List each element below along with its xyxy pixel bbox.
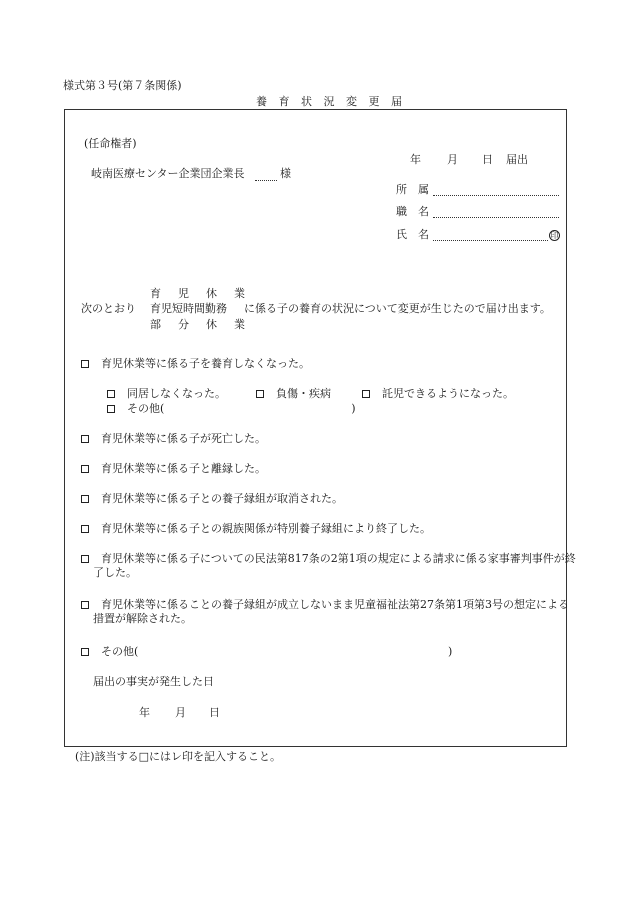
event-day: 日 bbox=[209, 706, 220, 719]
position-label: 職 名 bbox=[396, 205, 429, 218]
item-other bbox=[81, 645, 138, 659]
addressee-blank[interactable] bbox=[255, 180, 277, 181]
item-label: 育児休業等に係る子との親族関係が特別養子縁組により終了した。 bbox=[101, 522, 431, 535]
item-child-died bbox=[81, 432, 266, 446]
form-frame bbox=[64, 109, 567, 747]
item-family-court-ended bbox=[81, 552, 579, 581]
item-adoption-dissolved bbox=[81, 462, 266, 476]
submit-year: 年 bbox=[410, 153, 421, 166]
checkbox[interactable] bbox=[256, 390, 264, 398]
addressee-honorific: 様 bbox=[280, 167, 291, 180]
checkbox[interactable] bbox=[81, 601, 89, 609]
event-year: 年 bbox=[139, 706, 150, 719]
intro-prefix: 次のとおり bbox=[81, 302, 136, 315]
item-label: その他( bbox=[101, 645, 139, 658]
leave-type-partial: 部 分 休 業 bbox=[150, 318, 248, 331]
seal-mark: 印 bbox=[550, 231, 559, 240]
checkbox[interactable] bbox=[81, 555, 89, 563]
checkbox[interactable] bbox=[81, 648, 89, 656]
appointing-authority-label: (任命権者) bbox=[84, 137, 137, 150]
item-label: 育児休業等に係ることの養子縁組が成立しないまま児童福祉法第27条第1項第3号の想定による措置が解除された。 bbox=[93, 598, 569, 626]
affiliation-field[interactable] bbox=[433, 195, 559, 196]
sub-option-label: 同居しなくなった。 bbox=[127, 387, 226, 400]
item-label: 育児休業等に係る子と離縁した。 bbox=[101, 462, 266, 475]
sub-option-injury-illness bbox=[256, 387, 331, 401]
name-field[interactable] bbox=[433, 240, 548, 241]
checkbox[interactable] bbox=[81, 360, 89, 368]
name-label: 氏 名 bbox=[396, 228, 429, 241]
intro-suffix: に係る子の養育の状況について変更が生じたので届け出ます。 bbox=[244, 302, 551, 315]
checkbox[interactable] bbox=[81, 465, 89, 473]
event-month: 月 bbox=[175, 706, 186, 719]
leave-type-childcare: 育 児 休 業 bbox=[150, 287, 248, 300]
submit-month: 月 bbox=[447, 153, 458, 166]
item-other-close: ) bbox=[448, 645, 453, 658]
form-number: 様式第３号(第７条関係) bbox=[63, 79, 182, 92]
sub-option-other bbox=[107, 402, 356, 416]
affiliation-label: 所 属 bbox=[396, 183, 429, 196]
sub-option-label: 託児できるようになった。 bbox=[382, 387, 514, 400]
item-label: 育児休業等に係る子との養子縁組が取消された。 bbox=[101, 492, 343, 505]
item-measure-cancelled bbox=[81, 598, 579, 627]
leave-type-short-hours: 育児短時間勤務 bbox=[150, 302, 227, 315]
sub-option-not-cohabiting bbox=[107, 387, 226, 401]
item-label: 育児休業等に係る子についての民法第817条の2第1項の規定による請求に係る家事審判事件が終了した。 bbox=[93, 552, 576, 580]
checkbox[interactable] bbox=[107, 390, 115, 398]
submit-label: 届出 bbox=[506, 153, 528, 166]
checkbox[interactable] bbox=[81, 495, 89, 503]
item-relation-ended bbox=[81, 522, 431, 536]
item-adoption-cancelled bbox=[81, 492, 343, 506]
checkbox[interactable] bbox=[81, 435, 89, 443]
submit-day: 日 bbox=[482, 153, 493, 166]
position-field[interactable] bbox=[433, 217, 559, 218]
event-date-label: 届出の事実が発生した日 bbox=[93, 675, 214, 688]
checkbox[interactable] bbox=[362, 390, 370, 398]
sub-option-label: その他( ) bbox=[127, 402, 356, 415]
checkbox[interactable] bbox=[107, 405, 115, 413]
sub-option-daycare-available bbox=[362, 387, 514, 401]
item-label: 育児休業等に係る子が死亡した。 bbox=[101, 432, 266, 445]
form-title: 養 育 状 況 変 更 届 bbox=[256, 95, 406, 108]
addressee-name: 岐南医療センター企業団企業長 bbox=[91, 167, 245, 180]
sub-option-label: 負傷・疾病 bbox=[276, 387, 331, 400]
item-label: 育児休業等に係る子を養育しなくなった。 bbox=[101, 357, 310, 370]
item-no-longer-raising bbox=[81, 357, 310, 371]
checkbox[interactable] bbox=[81, 525, 89, 533]
footnote: (注)該当する□にはレ印を記入すること。 bbox=[75, 750, 281, 763]
